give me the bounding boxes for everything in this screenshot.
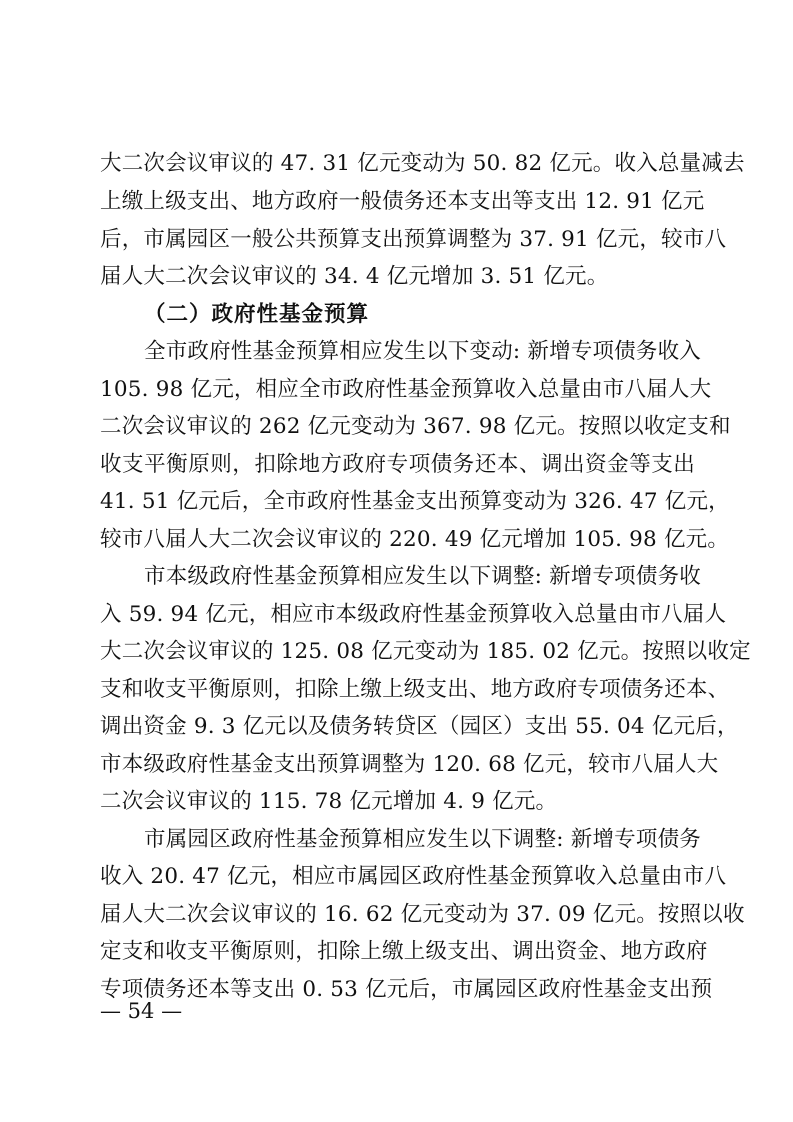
paragraph-2-line-3: 二次会议审议的 262 亿元变动为 367. 98 亿元。按照以收定支和 xyxy=(100,414,731,439)
paragraph-2-line-4: 收支平衡原则，扣除地方政府专项债务还本、调出资金等支出 xyxy=(100,452,695,477)
paragraph-1-line-1: 大二次会议审议的 47. 31 亿元变动为 50. 82 亿元。收入总量减去 xyxy=(100,151,745,176)
paragraph-3-line-5: 调出资金 9. 3 亿元以及债务转贷区（园区）支出 55. 04 亿元后， xyxy=(100,714,739,739)
paragraph-2-line-6: 较市八届人大二次会议审议的 220. 49 亿元增加 105. 98 亿元。 xyxy=(100,527,730,552)
paragraph-2-line-5: 41. 51 亿元后，全市政府性基金支出预算变动为 326. 47 亿元， xyxy=(100,489,730,514)
paragraph-2-line-2: 105. 98 亿元，相应全市政府性基金预算收入总量由市八届人大 xyxy=(100,377,712,402)
paragraph-4-line-3: 届人大二次会议审议的 16. 62 亿元变动为 37. 09 亿元。按照以收 xyxy=(100,902,745,927)
paragraph-3-line-7: 二次会议审议的 115. 78 亿元增加 4. 9 亿元。 xyxy=(100,789,558,814)
paragraph-1-line-3: 后，市属园区一般公共预算支出预算调整为 37. 91 亿元，较市八 xyxy=(100,227,727,252)
paragraph-4-line-4: 定支和收支平衡原则，扣除上缴上级支出、调出资金、地方政府 xyxy=(100,939,708,964)
paragraph-3-line-3: 大二次会议审议的 125. 08 亿元变动为 185. 02 亿元。按照以收定 xyxy=(100,639,751,664)
paragraph-3-line-6: 市本级政府性基金支出预算调整为 120. 68 亿元，较市八届人大 xyxy=(100,752,719,777)
page-number: — 54 — xyxy=(100,999,183,1023)
paragraph-4-line-5: 专项债务还本等支出 0. 53 亿元后，市属园区政府性基金支出预 xyxy=(100,977,713,1002)
paragraph-3-line-4: 支和收支平衡原则，扣除上缴上级支出、地方政府专项债务还本、 xyxy=(100,677,730,702)
paragraph-4-line-2: 收入 20. 47 亿元，相应市属园区政府性基金预算收入总量由市八 xyxy=(100,864,727,889)
paragraph-3-line-1: 市本级政府性基金预算相应发生以下调整: 新增专项债务收 xyxy=(144,564,701,589)
paragraph-1-line-2: 上缴上级支出、地方政府一般债务还本支出等支出 12. 91 亿元 xyxy=(100,189,705,214)
paragraph-3-line-2: 入 59. 94 亿元，相应市本级政府性基金预算收入总量由市八届人 xyxy=(100,602,727,627)
paragraph-4-line-1: 市属园区政府性基金预算相应发生以下调整: 新增专项债务 xyxy=(144,827,701,852)
section-heading: （二）政府性基金预算 xyxy=(144,302,370,327)
paragraph-1-line-4: 届人大二次会议审议的 34. 4 亿元增加 3. 51 亿元。 xyxy=(100,264,609,289)
paragraph-2-line-1: 全市政府性基金预算相应发生以下变动: 新增专项债务收入 xyxy=(144,339,701,364)
